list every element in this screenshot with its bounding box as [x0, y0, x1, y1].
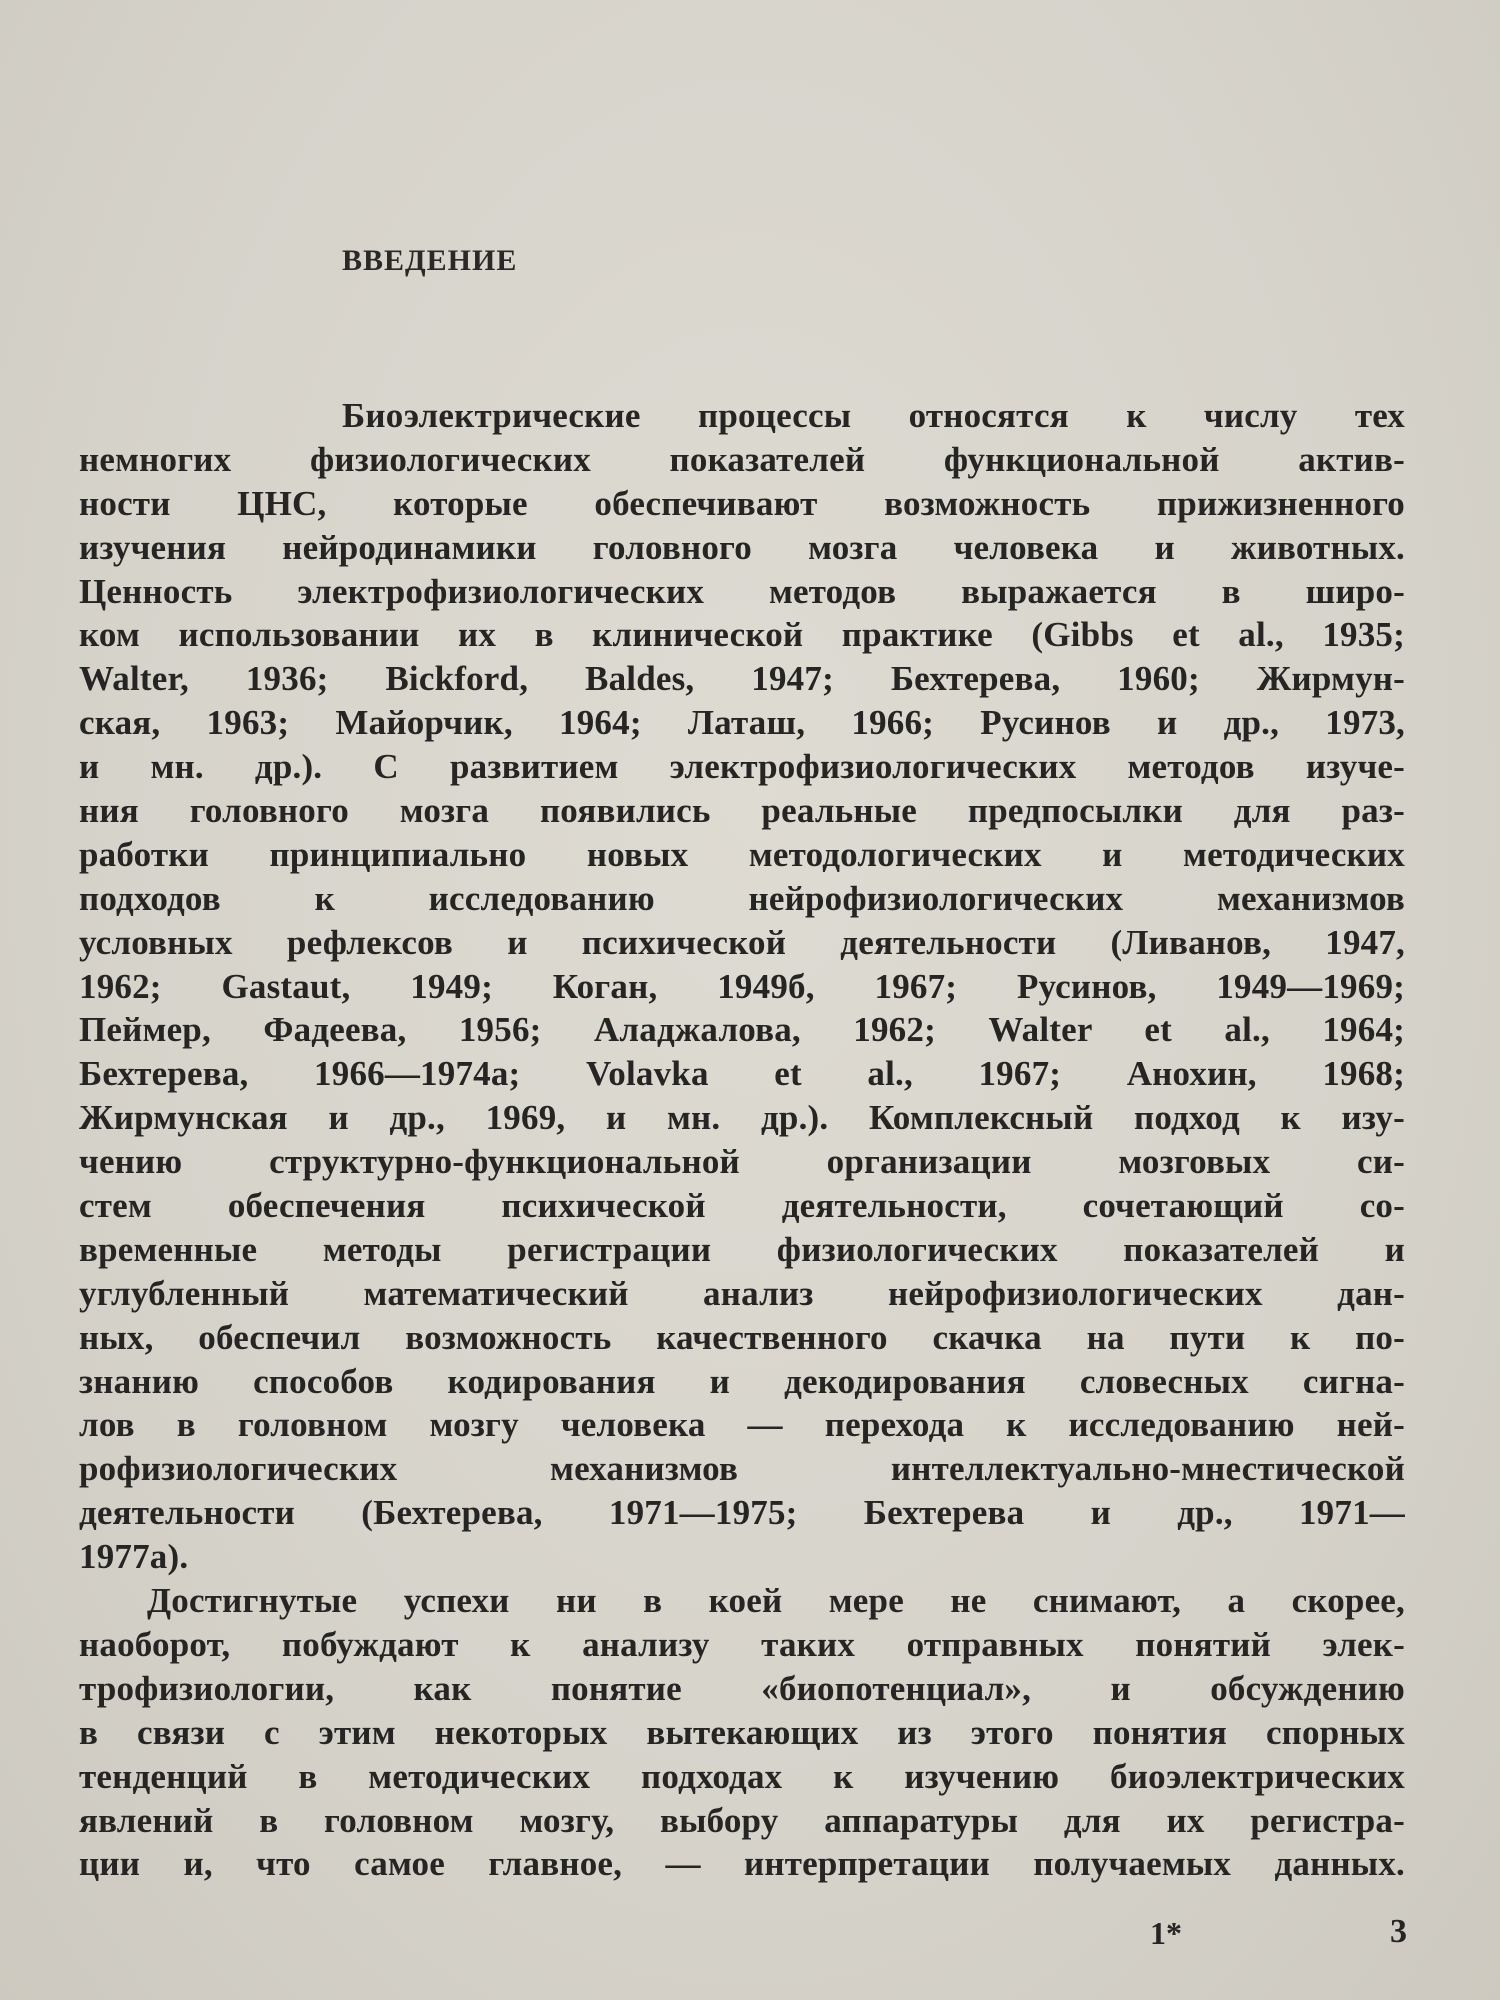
text-line: деятельности (Бехтерева, 1971—1975; Бехтерева и др., 1971—	[79, 1493, 1405, 1533]
body-text	[79, 394, 1405, 1886]
text-line: и мн. др.). С развитием электрофизиологических методов изуче-	[79, 747, 1405, 787]
text-line: трофизиологии, как понятие «биопотенциал», и обсуждению	[79, 1668, 1405, 1708]
paragraph	[79, 394, 1405, 1579]
text-line: ком использовании их в клинической практике (Gibbs et al., 1935;	[79, 615, 1405, 655]
chapter-heading: ВВЕДЕНИЕ	[342, 244, 518, 277]
text-line: Walter, 1936; Bickford, Baldes, 1947; Бехтерева, 1960; Жирмун-	[79, 659, 1405, 699]
signature-mark: 1*	[1150, 1915, 1182, 1951]
text-line: 1962; Gastaut, 1949; Коган, 1949б, 1967; Русинов, 1949—1969;	[79, 966, 1405, 1006]
text-line: изучения нейродинамики головного мозга человека и животных.	[79, 527, 1405, 567]
text-line: знанию способов кодирования и декодирования словесных сигна-	[79, 1361, 1405, 1401]
text-line: работки принципиально новых методологических и методических	[79, 834, 1405, 874]
text-line: наоборот, побуждают к анализу таких отправных понятий элек-	[79, 1624, 1405, 1664]
text-line: Достигнутые успехи ни в коей мере не снимают, а скорее,	[147, 1581, 1405, 1621]
paragraph	[79, 1579, 1405, 1886]
text-line: временные методы регистрации физиологических показателей и	[79, 1229, 1405, 1269]
text-line: ции и, что самое главное, — интерпретации получаемых данных.	[79, 1844, 1405, 1884]
text-line: подходов к исследованию нейрофизиологических механизмов	[79, 878, 1405, 918]
text-line: немногих физиологических показателей функциональной актив-	[79, 439, 1405, 479]
text-line: Пеймер, Фадеева, 1956; Аладжалова, 1962; Walter et al., 1964;	[79, 1010, 1405, 1050]
text-line: лов в головном мозгу человека — перехода к исследованию ней-	[79, 1405, 1405, 1445]
text-line: ния головного мозга появились реальные предпосылки для раз-	[79, 791, 1405, 831]
text-line: Биоэлектрические процессы относятся к числу тех	[342, 396, 1405, 435]
text-line: чению структурно-функциональной организации мозговых си-	[79, 1142, 1405, 1182]
text-line: ных, обеспечил возможность качественного скачка на пути к по-	[79, 1317, 1405, 1357]
text-line: Бехтерева, 1966—1974а; Volavka et al., 1967; Анохин, 1968;	[79, 1054, 1405, 1094]
text-line: условных рефлексов и психической деятельности (Ливанов, 1947,	[79, 922, 1405, 962]
page-number: 3	[1390, 1913, 1407, 1950]
text-line: ности ЦНС, которые обеспечивают возможность прижизненного	[79, 483, 1405, 523]
text-line: тенденций в методических подходах к изучению биоэлектрических	[79, 1756, 1405, 1796]
text-line: Ценность электрофизиологических методов выражается в широ-	[79, 571, 1405, 611]
text-line: рофизиологических механизмов интеллектуально-мнестической	[79, 1449, 1405, 1489]
text-line: явлений в головном мозгу, выбору аппаратуры для их регистра-	[79, 1800, 1405, 1840]
text-line: Жирмунская и др., 1969, и мн. др.). Комплексный подход к изу-	[79, 1098, 1405, 1138]
text-line: в связи с этим некоторых вытекающих из этого понятия спорных	[79, 1712, 1405, 1752]
text-line: ская, 1963; Майорчик, 1964; Латаш, 1966; Русинов и др., 1973,	[79, 703, 1405, 743]
text-line: 1977а).	[79, 1537, 189, 1577]
text-line: углубленный математический анализ нейрофизиологических дан-	[79, 1273, 1405, 1313]
text-line: стем обеспечения психической деятельности, сочетающий со-	[79, 1186, 1405, 1226]
